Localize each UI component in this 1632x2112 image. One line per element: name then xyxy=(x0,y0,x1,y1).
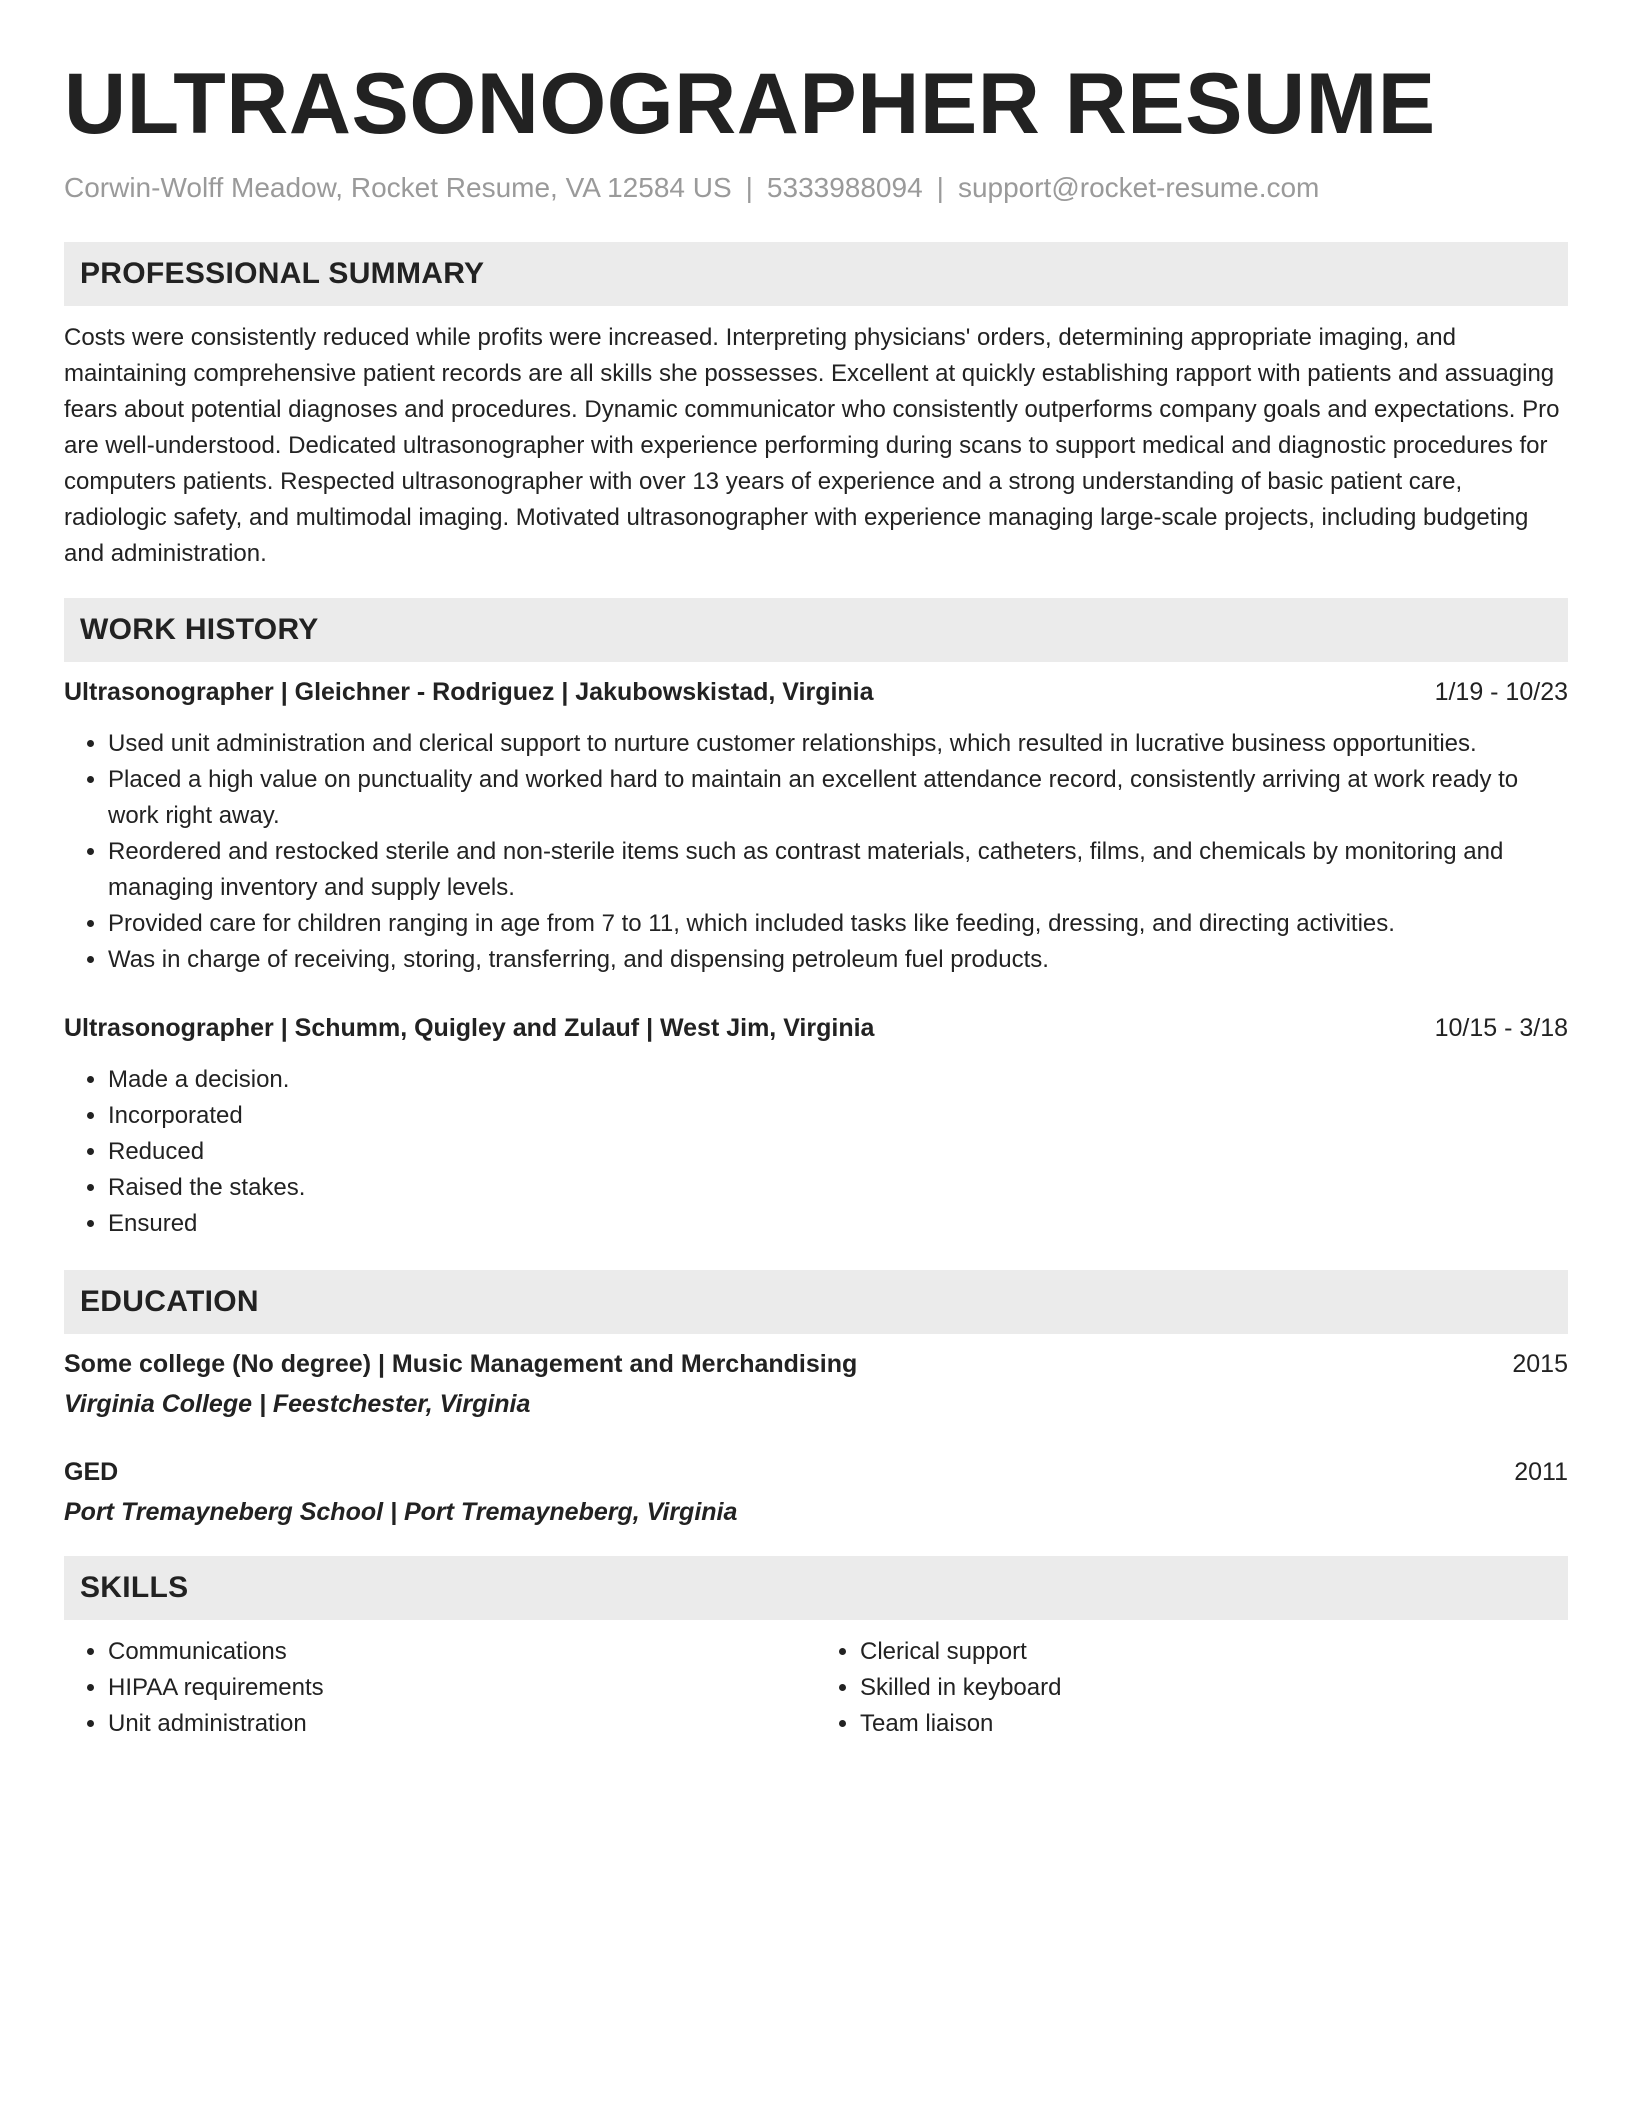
job-bullets xyxy=(64,726,1568,978)
education-entry xyxy=(64,1346,1568,1422)
section-header-education: EDUCATION xyxy=(64,1270,1568,1334)
skills-bullets xyxy=(816,1634,1568,1742)
contact-address: Corwin-Wolff Meadow, Rocket Resume, VA 12584 US xyxy=(64,172,732,203)
job-dates: 1/19 - 10/23 xyxy=(1434,678,1568,706)
job-entry xyxy=(64,674,1568,978)
skill-item: • Skilled in keyboard xyxy=(860,1670,1568,1706)
skills-column-right xyxy=(816,1634,1568,1742)
job-dates: 10/15 - 3/18 xyxy=(1434,1014,1568,1042)
skills-column-left xyxy=(64,1634,816,1742)
education-school: Port Tremayneberg School | Port Tremayneberg, Virginia xyxy=(64,1498,738,1526)
education-date: 2015 xyxy=(1512,1350,1568,1378)
job-bullet: • Was in charge of receiving, storing, transferring, and dispensing petroleum fuel products. xyxy=(108,942,1568,978)
section-header-skills: SKILLS xyxy=(64,1556,1568,1620)
job-title: Ultrasonographer | Gleichner - Rodriguez | Jakubowskistad, Virginia xyxy=(64,678,874,706)
job-bullet: • Reduced xyxy=(108,1134,1568,1170)
contact-line xyxy=(64,170,1568,206)
resume-title: ULTRASONOGRAPHER RESUME xyxy=(64,56,1436,152)
section-header-summary: PROFESSIONAL SUMMARY xyxy=(64,242,1568,306)
skill-item: • Team liaison xyxy=(860,1706,1568,1742)
job-bullet: • Ensured xyxy=(108,1206,1568,1242)
job-bullet: • Provided care for children ranging in age from 7 to 11, which included tasks like feeding, dressing, and directing activities. xyxy=(108,906,1568,942)
job-title: Ultrasonographer | Schumm, Quigley and Zulauf | West Jim, Virginia xyxy=(64,1014,875,1042)
job-bullet: • Raised the stakes. xyxy=(108,1170,1568,1206)
contact-phone: 5333988094 xyxy=(766,172,923,203)
skills-bullets xyxy=(64,1634,816,1742)
contact-email: support@rocket-resume.com xyxy=(957,172,1320,203)
education-header xyxy=(64,1454,1568,1490)
summary-text: Costs were consistently reduced while profits were increased. Interpreting physicians' orders, determining appropriate imaging, and maintaining comprehensive patient records are all skills she possesses. Excellent at quickly establishing rapport with patients and assuaging fears about potential diagnoses and procedures. Dynamic communicator who consistently outperforms company goals and expectations. Pro are well-understood. Dedicated ultrasonographer with experience performing during scans to support medical and diagnostic procedures for computers patients. Respected ultrasonographer with over 13 years of experience and a strong understanding of basic patient care, radiologic safety, and multimodal imaging. Motivated ultrasonographer with experience managing large-scale projects, including budgeting and administration. xyxy=(64,324,1560,567)
job-bullets xyxy=(64,1062,1568,1242)
job-bullet: • Reordered and restocked sterile and non-sterile items such as contrast materials, catheters, films, and chemicals by monitoring and managing inventory and supply levels. xyxy=(108,834,1568,906)
job-bullet: • Made a decision. xyxy=(108,1062,1568,1098)
job-bullet: • Placed a high value on punctuality and worked hard to maintain an excellent attendance record, consistently arriving at work ready to work right away. xyxy=(108,762,1568,834)
skill-item: • HIPAA requirements xyxy=(108,1670,816,1706)
education-entry xyxy=(64,1454,1568,1530)
job-bullet: • Used unit administration and clerical support to nurture customer relationships, which resulted in lucrative business opportunities. xyxy=(108,726,1568,762)
skill-item: • Clerical support xyxy=(860,1634,1568,1670)
job-header xyxy=(64,674,1568,710)
job-header xyxy=(64,1010,1568,1046)
job-entry xyxy=(64,1010,1568,1242)
contact-separator: | xyxy=(745,172,753,203)
contact-separator: | xyxy=(936,172,944,203)
education-date: 2011 xyxy=(1514,1458,1568,1486)
education-header xyxy=(64,1346,1568,1382)
education-degree: Some college (No degree) | Music Management and Merchandising xyxy=(64,1350,858,1378)
education-degree: GED xyxy=(64,1458,119,1486)
section-header-work-history: WORK HISTORY xyxy=(64,598,1568,662)
job-bullet: • Incorporated xyxy=(108,1098,1568,1134)
skills-list xyxy=(64,1634,1568,1742)
skill-item: • Unit administration xyxy=(108,1706,816,1742)
skill-item: • Communications xyxy=(108,1634,816,1670)
education-school: Virginia College | Feestchester, Virginia xyxy=(64,1390,531,1418)
